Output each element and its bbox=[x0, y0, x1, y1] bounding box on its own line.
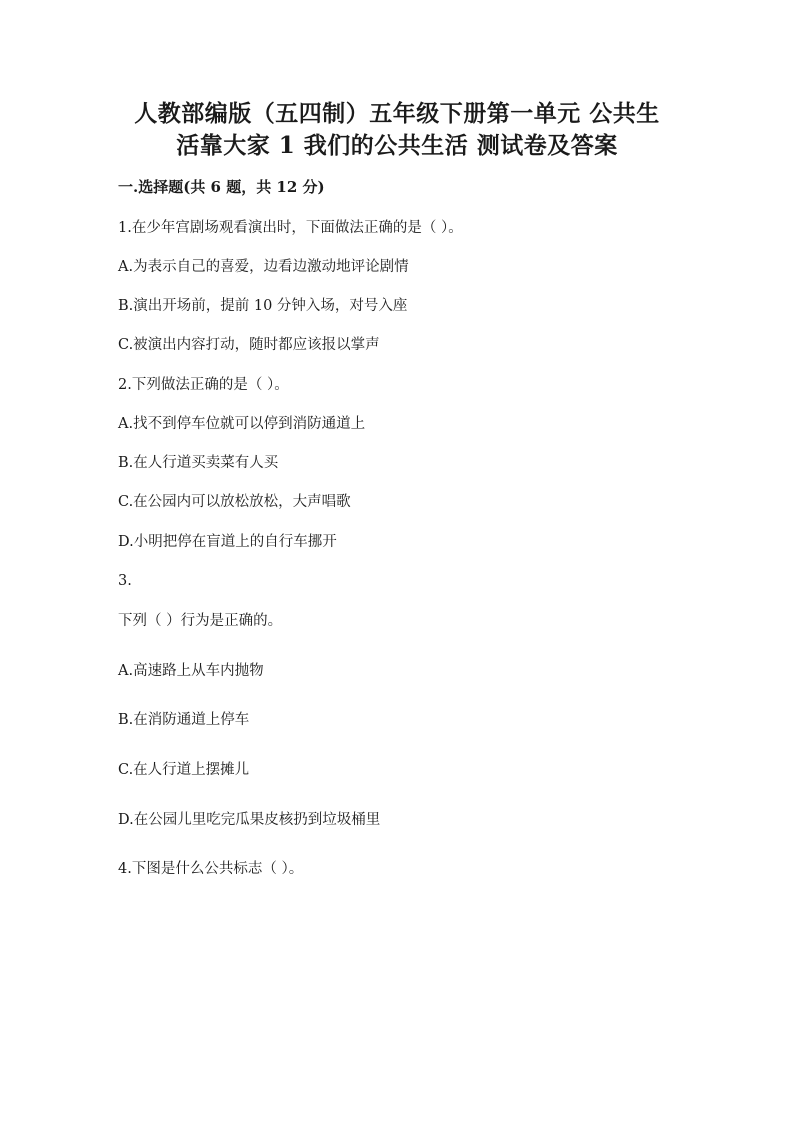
question-2-option-a: A.找不到停车位就可以停到消防通道上 bbox=[118, 416, 366, 432]
section-heading-multiple-choice: 一.选择题(共 6 题，共 12 分) bbox=[118, 178, 325, 196]
question-2-stem: 2.下列做法正确的是（ ）。 bbox=[118, 377, 289, 393]
question-3-option-b: B.在消防通道上停车 bbox=[118, 712, 250, 728]
question-4-stem: 4.下图是什么公共标志（ ）。 bbox=[118, 861, 304, 877]
question-1-stem: 1.在少年宫剧场观看演出时，下面做法正确的是（ ）。 bbox=[118, 220, 463, 236]
question-3-stem: 下列（ ）行为是正确的。 bbox=[118, 613, 283, 629]
question-3-number: 3. bbox=[118, 573, 132, 589]
question-1-option-a: A.为表示自己的喜爱，边看边激动地评论剧情 bbox=[118, 259, 409, 275]
question-3-option-c: C.在人行道上摆摊儿 bbox=[118, 762, 250, 778]
question-1-option-c: C.被演出内容打动，随时都应该报以掌声 bbox=[118, 337, 380, 353]
question-2-option-c: C.在公园内可以放松放松，大声唱歌 bbox=[118, 494, 351, 510]
question-1-option-b: B.演出开场前，提前 10 分钟入场，对号入座 bbox=[118, 298, 408, 314]
question-3-option-d: D.在公园儿里吃完瓜果皮核扔到垃圾桶里 bbox=[118, 812, 381, 828]
document-title-line-1: 人教部编版（五四制）五年级下册第一单元 公共生 bbox=[134, 100, 660, 127]
question-2-option-b: B.在人行道买卖菜有人买 bbox=[118, 455, 279, 471]
document-title-line-2: 活靠大家 1 我们的公共生活 测试卷及答案 bbox=[176, 132, 618, 159]
question-2-option-d: D.小明把停在盲道上的自行车挪开 bbox=[118, 534, 337, 550]
question-3-option-a: A.高速路上从车内抛物 bbox=[118, 663, 264, 679]
